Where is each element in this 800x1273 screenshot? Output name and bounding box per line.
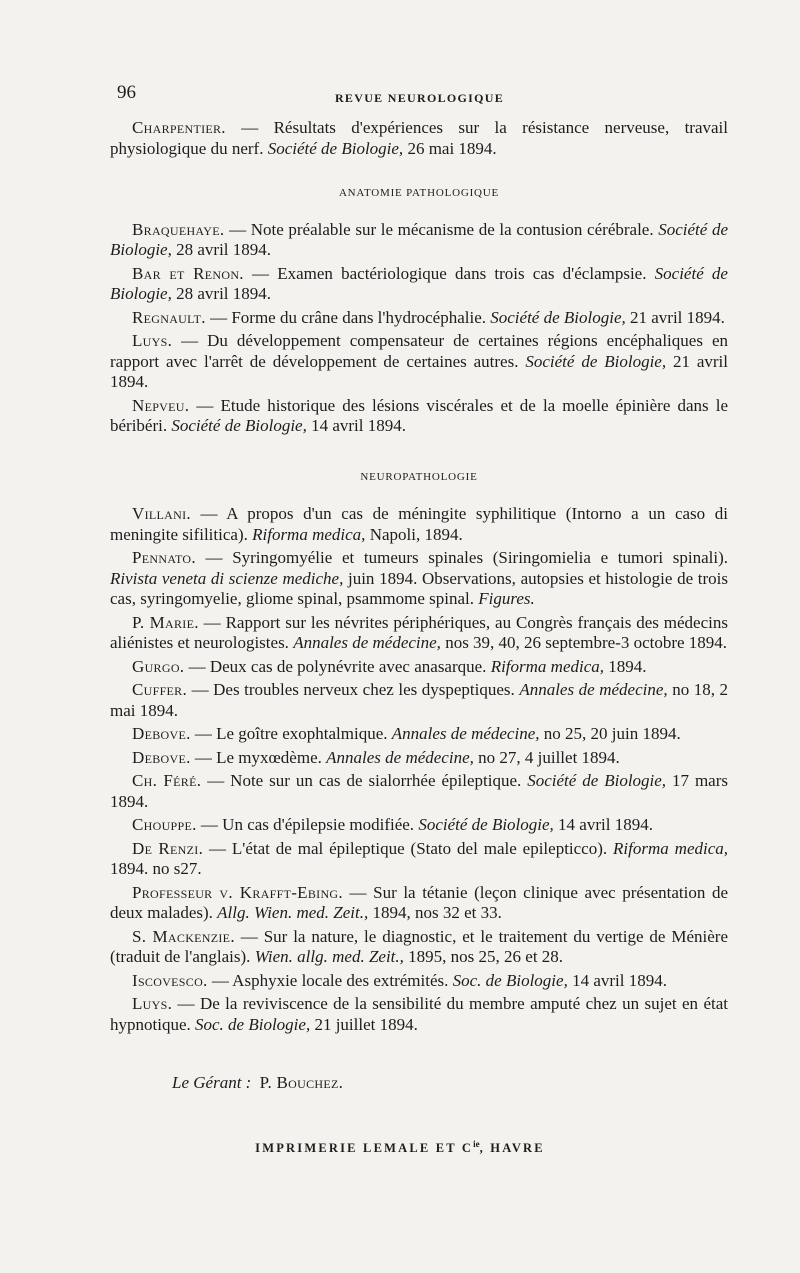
page-body bbox=[110, 118, 728, 1038]
bibliography-entry bbox=[110, 680, 728, 721]
imprint-line bbox=[0, 1139, 800, 1156]
bibliography-entry bbox=[110, 504, 728, 545]
entry-details: juin 1894. Observations, autopsies et histologie de trois cas, syringomyelie, gliome spinal, psammome spinal. bbox=[110, 568, 728, 608]
entry-journal: Annales de médecine, bbox=[391, 724, 540, 743]
bibliography-entry bbox=[110, 396, 728, 437]
entry-title: — Des troubles nerveux chez les dyspeptiques. bbox=[187, 680, 520, 699]
entry-details: 26 mai 1894. bbox=[403, 138, 497, 158]
entry-journal: Riforma medica, bbox=[490, 656, 605, 676]
signature-name: P. Bouchez. bbox=[259, 1073, 344, 1092]
entry-title: — A propos d'un cas de méningite syphilitique (Intorno a un caso di meningite sifilitica). bbox=[110, 504, 728, 544]
entry-title: — Asphyxie locale des extrémités. bbox=[207, 970, 453, 990]
bibliography-entry bbox=[110, 815, 728, 836]
entry-author: Professeur v. Krafft-Ebing. bbox=[132, 882, 343, 902]
entry-journal: Annales de médecine, bbox=[519, 680, 668, 699]
entry-journal: Société de Biologie, bbox=[110, 263, 728, 303]
entry-details: 28 avril 1894. bbox=[171, 284, 272, 303]
entry-details: 17 mars 1894. bbox=[110, 771, 729, 811]
entry-details: 1894. bbox=[604, 656, 647, 676]
entry-title: — L'état de mal épileptique (Stato del male epilepticco). bbox=[203, 838, 614, 858]
entry-author: Debove. bbox=[132, 724, 191, 743]
entry-journal: Wien. allg. med. Zeit., bbox=[254, 947, 404, 966]
entry-title: — Le goître exophtalmique. bbox=[190, 724, 392, 743]
bibliography-entry bbox=[110, 927, 728, 968]
running-header bbox=[117, 82, 722, 110]
entry-journal: Société de Biologie, bbox=[418, 815, 554, 834]
entry-title: — Du développement compensateur de certaines régions encéphaliques en rapport avec l'arrêt de développement de certaines autres. bbox=[110, 331, 728, 371]
entry-list-anatomie bbox=[110, 220, 728, 437]
entry-journal: Société de Biologie, bbox=[527, 771, 667, 790]
entry-title: — De la reviviscence de la sensibilité du membre amputé chez un sujet en état hypnotique. bbox=[110, 994, 728, 1034]
entry-title: — Le myxœdème. bbox=[190, 747, 327, 767]
entry-author: Pennato. bbox=[132, 548, 196, 567]
bibliography-entry bbox=[110, 971, 728, 992]
entry-title: — Note préalable sur le mécanisme de la contusion cérébrale. bbox=[224, 219, 659, 239]
entry-author: Bar et Renon. bbox=[132, 263, 244, 283]
entry-title: — Résultats d'expériences sur la résistance nerveuse, travail physiologique du nerf. bbox=[110, 118, 728, 158]
entry-details: 21 avril 1894. bbox=[625, 307, 725, 327]
entry-author: Villani. bbox=[132, 504, 191, 523]
entry-journal: Riforma medica, bbox=[252, 524, 366, 544]
entry-details: no 25, 20 juin 1894. bbox=[539, 724, 681, 743]
bibliography-entry bbox=[110, 331, 728, 393]
entry-author: Braquehaye. bbox=[132, 219, 225, 239]
entry-details: 1894, nos 32 et 33. bbox=[368, 903, 502, 922]
entry-journal: Soc. de Biologie, bbox=[195, 1014, 311, 1034]
entry-author: Debove. bbox=[132, 747, 191, 767]
entry-list-top bbox=[110, 118, 728, 159]
bibliography-entry bbox=[110, 308, 728, 329]
section-heading-neuropathologie: NEUROPATHOLOGIE bbox=[360, 470, 478, 483]
entry-author: S. Mackenzie. bbox=[132, 926, 235, 946]
entry-details: Napoli, 1894. bbox=[365, 524, 463, 544]
section-heading-anatomie: ANATOMIE PATHOLOGIQUE bbox=[338, 187, 500, 199]
bibliography-entry bbox=[110, 264, 728, 305]
entry-title: — Examen bactériologique dans trois cas d'éclampsie. bbox=[243, 263, 655, 283]
running-title: REVUE NEUROLOGIQUE bbox=[334, 91, 505, 105]
entry-details: 21 juillet 1894. bbox=[310, 1014, 418, 1034]
entry-details: 1894. no s27. bbox=[110, 859, 202, 878]
imprint-before: IMPRIMERIE LEMALE ET C bbox=[255, 1141, 474, 1156]
bibliography-entry bbox=[110, 748, 728, 769]
entry-title: — Note sur un cas de sialorrhée épileptique. bbox=[201, 771, 528, 790]
bibliography-entry bbox=[110, 771, 728, 812]
entry-journal: Soc. de Biologie, bbox=[452, 970, 568, 990]
page-number: 96 bbox=[117, 82, 136, 103]
entry-journal: Annales de médecine, bbox=[326, 747, 474, 767]
signature-label: Le Gérant : bbox=[172, 1073, 252, 1092]
entry-author: P. Marie. bbox=[132, 612, 199, 632]
bibliography-entry bbox=[110, 118, 728, 159]
imprint-sup: ie bbox=[473, 1139, 480, 1149]
entry-journal: Allg. Wien. med. Zeit., bbox=[217, 903, 369, 922]
entry-details: no 27, 4 juillet 1894. bbox=[473, 747, 620, 767]
entry-title: — Un cas d'épilepsie modifiée. bbox=[196, 815, 419, 834]
entry-figures: Figures. bbox=[478, 589, 535, 608]
entry-details: nos 39, 40, 26 septembre-3 octobre 1894. bbox=[440, 633, 728, 652]
signature bbox=[172, 1073, 343, 1093]
entry-title: — Sur la nature, le diagnostic, et le traitement du vertige de Ménière (traduit de l'anglais). bbox=[110, 926, 728, 966]
entry-author: Gurgo. bbox=[132, 656, 185, 676]
bibliography-entry bbox=[110, 883, 728, 924]
entry-author: Iscovesco. bbox=[132, 970, 208, 990]
entry-author: Ch. Féré. bbox=[132, 771, 202, 790]
entry-author: Cuffer. bbox=[132, 680, 188, 699]
bibliography-entry bbox=[110, 548, 728, 610]
bibliography-entry bbox=[110, 839, 728, 880]
entry-title: — Syringomyélie et tumeurs spinales (Siringomielia e tumori spinali). bbox=[195, 548, 728, 567]
entry-title: — Forme du crâne dans l'hydrocéphalie. bbox=[205, 307, 491, 327]
bibliography-entry bbox=[110, 657, 728, 678]
imprint-after: , HAVRE bbox=[479, 1141, 545, 1156]
entry-journal: Annales de médecine, bbox=[293, 633, 441, 652]
entry-author: De Renzi. bbox=[132, 838, 204, 858]
entry-details: no 18, 2 mai 1894. bbox=[110, 680, 729, 720]
entry-author: Luys. bbox=[132, 331, 173, 350]
entry-list-neuropathologie bbox=[110, 504, 728, 1035]
entry-title: — Sur la tétanie (leçon clinique avec présentation de deux malades). bbox=[110, 882, 728, 922]
entry-author: Regnault. bbox=[132, 307, 206, 327]
entry-author: Luys. bbox=[132, 994, 173, 1013]
bibliography-entry bbox=[110, 220, 728, 261]
entry-journal: Riforma medica, bbox=[613, 838, 729, 858]
bibliography-entry bbox=[110, 613, 728, 654]
entry-details: 14 avril 1894. bbox=[553, 815, 653, 834]
entry-details: 1895, nos 25, 26 et 28. bbox=[403, 947, 564, 966]
entry-journal: Société de Biologie, bbox=[171, 416, 307, 435]
entry-journal: Société de Biologie, bbox=[490, 307, 626, 327]
entry-title: — Etude historique des lésions viscérales et de la moelle épinière dans le béribéri. bbox=[110, 395, 728, 435]
entry-journal: Rivista veneta di scienze mediche, bbox=[110, 568, 344, 588]
entry-author: Charpentier. bbox=[132, 118, 226, 137]
entry-details: 14 avril 1894. bbox=[567, 970, 667, 990]
entry-author: Chouppe. bbox=[132, 815, 197, 834]
entry-title: — Deux cas de polynévrite avec anasarque. bbox=[184, 656, 491, 676]
entry-title: — Rapport sur les névrites périphériques, au Congrès français des médecins aliénistes et neurologistes. bbox=[110, 612, 728, 652]
entry-journal: Société de Biologie, bbox=[267, 138, 404, 158]
entry-journal: Société de Biologie, bbox=[110, 219, 728, 259]
entry-author: Nepveu. bbox=[132, 395, 190, 415]
entry-journal: Société de Biologie, bbox=[525, 351, 667, 371]
entry-details: 21 avril 1894. bbox=[110, 351, 728, 391]
bibliography-entry bbox=[110, 994, 728, 1035]
entry-details: 14 avril 1894. bbox=[306, 416, 406, 435]
bibliography-entry bbox=[110, 724, 728, 745]
entry-details: 28 avril 1894. bbox=[171, 240, 272, 259]
